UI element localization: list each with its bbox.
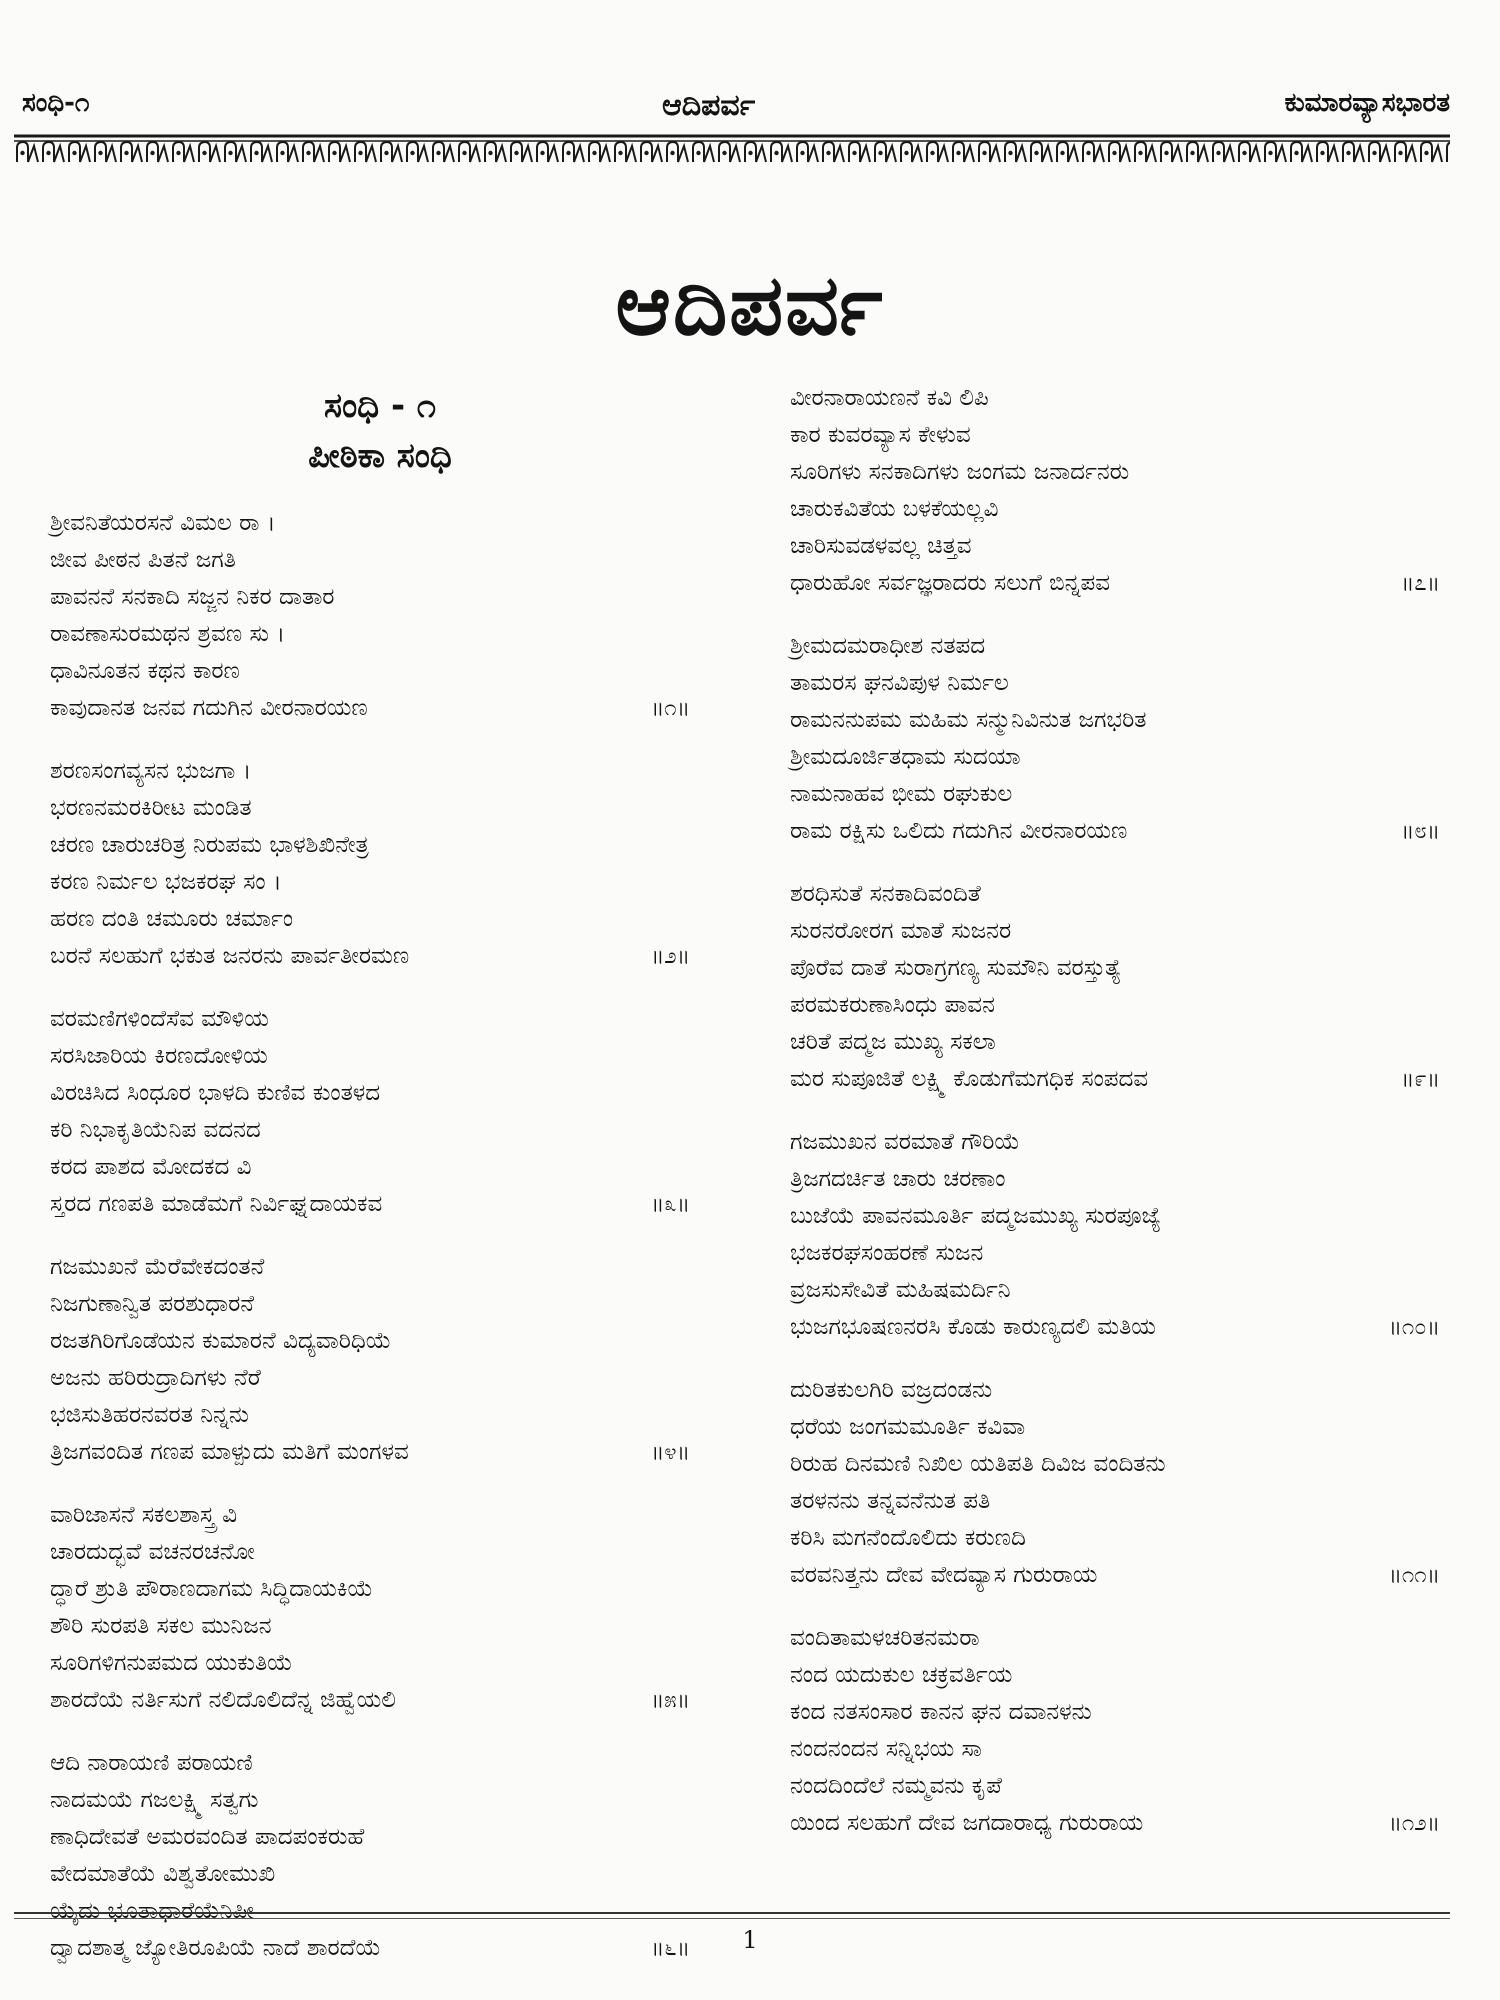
verse-line-text: ಪಾವನನೆ ಸನಕಾದಿ ಸಜ್ಜನ ನಿಕರ ದಾತಾರ <box>50 584 335 610</box>
verse-line <box>790 913 1440 950</box>
verse-line <box>790 628 1440 665</box>
verse-line-text: ತ್ರಿಜಗದರ್ಚಿತ ಚಾರು ಚರಣಾಂ <box>790 1166 1006 1192</box>
footer-rule <box>14 1912 1450 1919</box>
verse-stanza <box>50 1249 690 1471</box>
verse-line-text: ಸೂರಿಗಳಿಗನುಪಮದ ಯುಕುತಿಯೆ <box>50 1650 293 1676</box>
verse-line-text: ಗಜಮುಖನೆ ಮೆರೆವೇಕದಂತನೆ <box>50 1254 265 1280</box>
verse-line-text: ವಂದಿತಾಮಳಚರಿತನಮರಾ <box>790 1625 980 1651</box>
verse-line-text: ಬರನೆ ಸಲಹುಗೆ ಭಕುತ ಜನರನು ಪಾರ್ವತೀರಮಣ <box>50 943 410 969</box>
verse-line-text: ರಾಮ ರಕ್ಷಿಸು ಒಲಿದು ಗದುಗಿನ ವೀರನಾರಯಣ <box>790 818 1128 844</box>
verse-line-text: ಶರಧಿಸುತೆ ಸನಕಾದಿವಂದಿತೆ <box>790 881 981 907</box>
verse-line-text: ಸುರನರೋರಗ ಮಾತೆ ಸುಜನರ <box>790 918 1012 944</box>
verse-line <box>50 690 690 727</box>
verse-line <box>790 417 1440 454</box>
header-book-title: ಕುಮಾರವ್ಯಾಸಭಾರತ <box>1284 88 1450 118</box>
decorative-border <box>14 132 1450 170</box>
verse-line <box>790 1235 1440 1272</box>
verse-line <box>790 1620 1440 1657</box>
verse-line-text: ವಿರಚಿಸಿದ ಸಿಂಧೂರ ಭಾಳದಿ ಕುಣಿವ ಕುಂತಳದ <box>50 1080 381 1106</box>
verse-line-text: ಚರಿತೆ ಪದ್ಮಜ ಮುಖ್ಯ ಸಕಲಾ <box>790 1029 996 1055</box>
verse-line-text: ರಜತಗಿರಿಗೊಡೆಯನ ಕುಮಾರನೆ ವಿದ್ಯವಾರಿಧಿಯೆ <box>50 1328 392 1354</box>
verse-stanza <box>50 1001 690 1223</box>
right-column <box>790 380 1440 1868</box>
verse-number: ॥೮॥ <box>1400 819 1440 844</box>
verse-number: ॥೧೦॥ <box>1388 1315 1440 1340</box>
verse-line <box>50 1186 690 1223</box>
verse-line <box>50 542 690 579</box>
verse-line <box>790 739 1440 776</box>
verse-line-text: ವೀರನಾರಾಯಣನೆ ಕವಿ ಲಿಪಿ <box>790 385 989 411</box>
verse-line-text: ಪೊರೆವ ದಾತೆ ಸುರಾಗ್ರಗಣ್ಯ ಸುಮೌನಿ ವರಸ್ತುತ್ಯೆ <box>790 955 1122 981</box>
verse-line <box>790 1520 1440 1557</box>
verse-line <box>50 1782 690 1819</box>
verse-line <box>790 380 1440 417</box>
verse-number: ॥೪॥ <box>650 1440 690 1465</box>
verse-line <box>50 1286 690 1323</box>
verse-line-text: ಗಜಮುಖನ ವರಮಾತೆ ಗೌರಿಯೆ <box>790 1129 1020 1155</box>
verse-line-text: ರಿರುಹ ದಿನಮಣಿ ನಿಖಿಲ ಯತಿಪತಿ ದಿವಿಜ ವಂದಿತನು <box>790 1451 1166 1477</box>
verse-line-text: ಕರದ ಪಾಶದ ಮೋದಕದ ವಿ <box>50 1154 252 1180</box>
verse-line <box>790 1768 1440 1805</box>
verse-line <box>790 813 1440 850</box>
verse-line-text: ಶೌರಿ ಸುರಪತಿ ಸಕಲ ಮುನಿಜನ <box>50 1613 272 1639</box>
verse-line <box>50 827 690 864</box>
verse-line-text: ಚಾರಿಸುವಡಳವಲ್ಲ ಚಿತ್ತವ <box>790 533 972 559</box>
verse-line-text: ವರವನಿತ್ತನು ದೇವ ವೇದವ್ಯಾಸ ಗುರುರಾಯ <box>790 1562 1098 1588</box>
verse-line <box>790 1124 1440 1161</box>
verse-line <box>50 1397 690 1434</box>
verse-line-text: ದುರಿತಕುಲಗಿರಿ ವಜ್ರದಂಡನು <box>790 1377 993 1403</box>
verse-line <box>50 1856 690 1893</box>
verse-line-text: ವ್ರಜಸುಸೇವಿತೆ ಮಹಿಷಮರ್ದಿನಿ <box>790 1277 1011 1303</box>
verse-line-text: ಕರಣ ನಿರ್ಮಲ ಭಜಕರಘ ಸಂ । <box>50 869 282 895</box>
verse-line <box>50 753 690 790</box>
verse-line-text: ಆದಿ ನಾರಾಯಣಿ ಪರಾಯಣಿ <box>50 1750 253 1776</box>
sandhi-name: ಪೀಠಿಕಾ ಸಂಧಿ <box>308 436 452 476</box>
verse-line <box>50 1819 690 1856</box>
verse-line-text: ನಿಜಗುಣಾನ್ವಿತ ಪರಶುಧಾರನೆ <box>50 1291 255 1317</box>
verse-line <box>50 1608 690 1645</box>
verse-line <box>50 864 690 901</box>
verse-line-text: ಕಾವುದಾನತ ಜನವ ಗದುಗಿನ ವೀರನಾರಯಣ <box>50 695 368 721</box>
verse-line-text: ಶ್ರೀಮದಮರಾಧೀಶ ನತಪದ <box>790 633 986 659</box>
verse-line-text: ಧಾರುಹೋ ಸರ್ವಜ್ಞರಾದರು ಸಲುಗೆ ಬಿನ್ನಪವ <box>790 570 1111 596</box>
verse-line-text: ಬುಜೆಯೆ ಪಾವನಮೂರ್ತಿ ಪದ್ಮಜಮುಖ್ಯ ಸುರಪೂಜ್ಯೆ <box>790 1203 1162 1229</box>
verse-stanza <box>790 1620 1440 1842</box>
verse-line <box>50 1075 690 1112</box>
verse-number: ॥೭॥ <box>1400 571 1440 596</box>
verse-line <box>50 1001 690 1038</box>
verse-line-text: ವೇದಮಾತೆಯೆ ವಿಶ್ವತೋಮುಖಿ <box>50 1861 276 1887</box>
verse-line-text: ನಾಮನಾಹವ ಭೀಮ ರಘುಕುಲ <box>790 781 1013 807</box>
page-number: 1 <box>742 1926 758 1954</box>
verse-line <box>50 1323 690 1360</box>
verse-line <box>790 987 1440 1024</box>
verse-number: ॥೫॥ <box>650 1688 690 1713</box>
verse-line-text: ಅಜನು ಹರಿರುದ್ರಾದಿಗಳು ನೆರೆ <box>50 1365 261 1391</box>
verse-line <box>50 653 690 690</box>
left-column <box>50 505 690 1993</box>
verse-line-text: ನಾದಮಯೆ ಗಜಲಕ್ಷ್ಮಿ ಸತ್ವಗು <box>50 1787 259 1813</box>
verse-line-text: ಶ್ರೀವನಿತೆಯರಸನೆ ವಿಮಲ ರಾ । <box>50 510 276 536</box>
verse-line-text: ರಾವಣಾಸುರಮಥನ ಶ್ರವಣ ಸು । <box>50 621 286 647</box>
verse-line-text: ಭರಣನಮರಕಿರೀಟ ಮಂಡಿತ <box>50 795 252 821</box>
verse-line-text: ವರಮಣಿಗಳಿಂದೆಸೆವ ಮೌಳಿಯ <box>50 1006 269 1032</box>
verse-line-text: ರಾಮನನುಪಮ ಮಹಿಮ ಸನ್ಮುನಿವಿನುತ ಜಗಭರಿತ <box>790 707 1147 733</box>
verse-line-text: ದ್ವಾದಶಾತ್ಮ ಜ್ಯೋತಿರೂಪಿಯೆ ನಾದೆ ಶಾರದೆಯೆ <box>50 1935 382 1961</box>
verse-line <box>50 938 690 975</box>
verse-stanza <box>50 505 690 727</box>
verse-stanza <box>790 876 1440 1098</box>
verse-line <box>50 1682 690 1719</box>
verse-line <box>790 1372 1440 1409</box>
verse-line-text: ತರಳನನು ತನ್ನವನೆನುತ ಪತಿ <box>790 1488 991 1514</box>
verse-line-text: ವಾರಿಜಾಸನೆ ಸಕಲಶಾಸ್ತ್ರ ವಿ <box>50 1502 238 1528</box>
verse-line-text: ಧರೆಯ ಜಂಗಮಮೂರ್ತಿ ಕವಿವಾ <box>790 1414 1026 1440</box>
running-header <box>14 88 1450 122</box>
verse-stanza <box>790 1372 1440 1594</box>
verse-line-text: ಶರಣಸಂಗವ್ಯಸನ ಭುಜಗಾ । <box>50 758 252 784</box>
verse-line <box>50 579 690 616</box>
verse-line <box>790 1694 1440 1731</box>
verse-line <box>790 950 1440 987</box>
verse-line-text: ನಂದದಿಂದೆಲೆ ನಮ್ಮವನು ಕೃಪೆ <box>790 1773 1002 1799</box>
verse-line-text: ಧಾವಿನೂತನ ಕಥನ ಕಾರಣ <box>50 658 240 684</box>
verse-line <box>790 1483 1440 1520</box>
verse-line <box>50 1645 690 1682</box>
verse-line <box>790 1024 1440 1061</box>
verse-line <box>790 1061 1440 1098</box>
verse-line <box>50 616 690 653</box>
verse-line-text: ಸ್ತರದ ಗಣಪತಿ ಮಾಡೆಮಗೆ ನಿರ್ವಿಘ್ನದಾಯಕವ <box>50 1191 383 1217</box>
verse-line-text: ಯಿಂದ ಸಲಹುಗೆ ದೇವ ಜಗದಾರಾಧ್ಯ ಗುರುರಾಯ <box>790 1810 1144 1836</box>
verse-line <box>50 790 690 827</box>
verse-line-text: ಶ್ರೀಮದೂರ್ಜಿತಧಾಮ ಸುದಯಾ <box>790 744 1021 770</box>
verse-number: ॥೨॥ <box>650 944 690 969</box>
verse-line <box>790 1161 1440 1198</box>
verse-line-text: ಕಂದ ನತಸಂಸಾರ ಕಾನನ ಘನ ದವಾನಳನು <box>790 1699 1092 1725</box>
verse-stanza <box>790 1124 1440 1346</box>
verse-line-text: ಸೂರಿಗಳು ಸನಕಾದಿಗಳು ಜಂಗಮ ಜನಾರ್ದನರು <box>790 459 1130 485</box>
verse-line <box>790 491 1440 528</box>
header-sandhi-label: ಸಂಧಿ-೧ <box>22 88 90 118</box>
verse-line-text: ಣಾಧಿದೇವತೆ ಅಮರವಂದಿತ ಪಾದಪಂಕರುಹೆ <box>50 1824 365 1850</box>
verse-line-text: ಜೀವ ಪೀಠನ ಪಿತನೆ ಜಗತಿ <box>50 547 236 573</box>
verse-line-text: ಚಾರದುದ್ಭವೆ ವಚನರಚನೋ <box>50 1539 255 1565</box>
verse-number: ॥೧೧॥ <box>1388 1563 1440 1588</box>
verse-line <box>790 702 1440 739</box>
verse-line <box>50 1745 690 1782</box>
verse-line <box>50 1434 690 1471</box>
verse-line-text: ನಂದನಂದನ ಸನ್ನಿಭಯ ಸಾ <box>790 1736 982 1762</box>
page-title: ಆದಿಪರ್ವ <box>615 256 885 354</box>
verse-line <box>790 1557 1440 1594</box>
verse-line <box>50 901 690 938</box>
verse-line-text: ಹರಣ ದಂತಿ ಚಮೂರು ಚರ್ಮಾಂ <box>50 906 294 932</box>
verse-line <box>790 1409 1440 1446</box>
verse-line <box>50 1112 690 1149</box>
verse-line <box>50 1249 690 1286</box>
verse-line <box>790 1657 1440 1694</box>
verse-line <box>50 1038 690 1075</box>
verse-line-text: ಮರ ಸುಪೂಜಿತೆ ಲಕ್ಷ್ಮಿ ಕೊಡುಗೆಮಗಧಿಕ ಸಂಪದವ <box>790 1066 1149 1092</box>
verse-number: ॥೬॥ <box>650 1936 690 1961</box>
verse-line <box>790 1198 1440 1235</box>
header-parva-title: ಆದಿಪರ್ವ <box>662 88 756 123</box>
verse-number: ॥೩॥ <box>650 1192 690 1217</box>
verse-line-text: ತಾಮರಸ ಘನವಿಪುಳ ನಿರ್ಮಲ <box>790 670 1009 696</box>
verse-line <box>50 1149 690 1186</box>
verse-line <box>790 565 1440 602</box>
verse-number: ॥೧॥ <box>650 696 690 721</box>
verse-line <box>790 1309 1440 1346</box>
verse-line <box>50 1360 690 1397</box>
verse-line <box>790 528 1440 565</box>
verse-line-text: ಭಜಕರಘಸಂಹರಣೆ ಸುಜನ <box>790 1240 984 1266</box>
sandhi-number: ಸಂಧಿ - ೧ <box>324 386 436 426</box>
verse-line <box>790 1805 1440 1842</box>
verse-line <box>790 1731 1440 1768</box>
verse-stanza <box>790 628 1440 850</box>
verse-number: ॥೧೨॥ <box>1388 1811 1440 1836</box>
verse-stanza <box>50 753 690 975</box>
verse-line-text: ಯೈದು ಭೂತಾಧಾರೆಯೆನಿಪೀ <box>50 1898 254 1924</box>
verse-line-text: ಚರಣ ಚಾರುಚರಿತ್ರ ನಿರುಪಮ ಭಾಳಶಿಖಿನೇತ್ರ <box>50 832 369 858</box>
verse-line <box>50 505 690 542</box>
verse-stanza <box>50 1497 690 1719</box>
verse-line <box>790 1272 1440 1309</box>
verse-line-text: ಸರಸಿಜಾರಿಯ ಕಿರಣದೋಳಿಯ <box>50 1043 268 1069</box>
verse-line-text: ಶಾರದೆಯೆ ನರ್ತಿಸುಗೆ ನಲಿದೊಲಿದೆನ್ನ ಜಿಹ್ವೆಯಲಿ <box>50 1687 396 1713</box>
verse-line-text: ಪರಮಕರುಣಾಸಿಂಧು ಪಾವನ <box>790 992 995 1018</box>
verse-line <box>790 776 1440 813</box>
verse-number: ॥೯॥ <box>1400 1067 1440 1092</box>
verse-line-text: ಭುಜಗಭೂಷಣನರಸಿ ಕೊಡು ಕಾರುಣ್ಯದಲಿ ಮತಿಯ <box>790 1314 1156 1340</box>
verse-line <box>50 1497 690 1534</box>
verse-line <box>790 876 1440 913</box>
verse-line <box>790 665 1440 702</box>
verse-line-text: ಕರಿ ನಿಭಾಕೃತಿಯೆನಿಪ ವದನದ <box>50 1117 261 1143</box>
verse-line <box>50 1571 690 1608</box>
verse-line <box>790 454 1440 491</box>
verse-line-text: ಭಜಿಸುತಿಹರನವರತ ನಿನ್ನನು <box>50 1402 249 1428</box>
verse-line-text: ಕರಿಸಿ ಮಗನೆಂದೊಲಿದು ಕರುಣದಿ <box>790 1525 1026 1551</box>
verse-line-text: ದ್ಧಾರೆ ಶ್ರುತಿ ಪೌರಾಣದಾಗಮ ಸಿದ್ಧಿದಾಯಕಿಯೆ <box>50 1576 374 1602</box>
verse-line <box>790 1446 1440 1483</box>
verse-line-text: ನಂದ ಯದುಕುಲ ಚಕ್ರವರ್ತಿಯ <box>790 1662 1013 1688</box>
verse-line-text: ಕಾರ ಕುವರವ್ಯಾಸ ಕೇಳುವ <box>790 422 971 448</box>
verse-stanza <box>790 380 1440 602</box>
verse-line-text: ತ್ರಿಜಗವಂದಿತ ಗಣಪ ಮಾಳ್ಪುದು ಮತಿಗೆ ಮಂಗಳವ <box>50 1439 409 1465</box>
verse-line <box>50 1534 690 1571</box>
verse-line-text: ಚಾರುಕವಿತೆಯ ಬಳಕೆಯಲ್ಲವಿ <box>790 496 999 522</box>
